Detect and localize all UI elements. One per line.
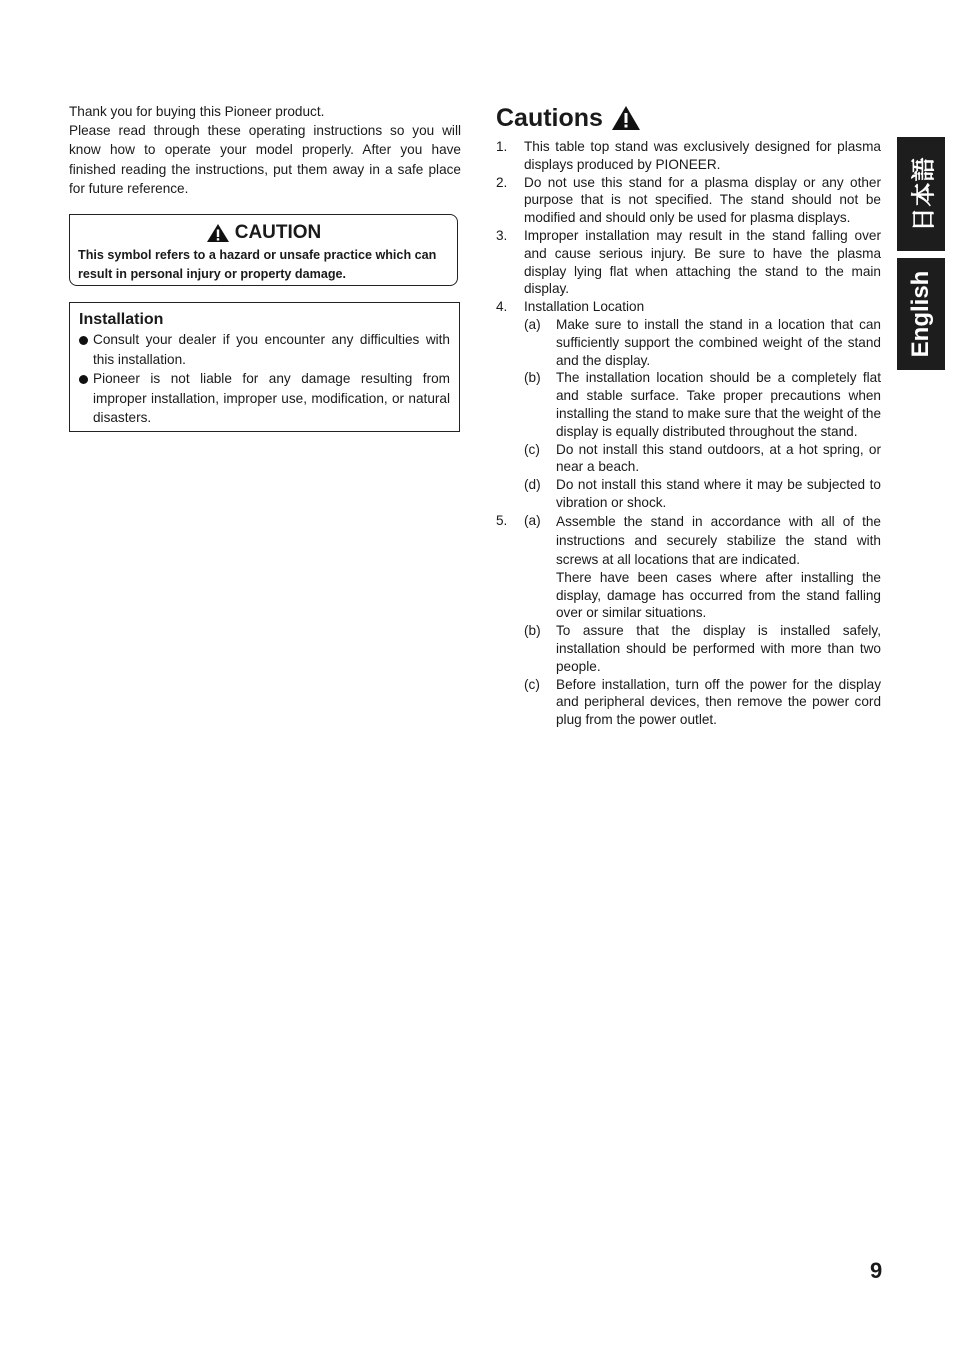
tab-japanese-label: 日本語 [910, 156, 938, 232]
installation-bullet-text: Consult your dealer if you encounter any difficulties with this installation. [93, 332, 450, 367]
list-item [496, 512, 881, 729]
sub-text: To assure that the display is installed safely, installation should be performed with more than two people. [556, 623, 881, 674]
sub-text: Assemble the stand in accordance with all of the instructions and securely stabilize the stand with screws at all locations that are indicated. [556, 513, 881, 567]
page-number: 9 [870, 1258, 883, 1283]
sub-label: (c) [524, 441, 540, 457]
sub-label: (b) [524, 623, 541, 639]
item-number: 2. [496, 174, 508, 190]
sub-label: (a) [524, 316, 541, 332]
bullet-icon [79, 336, 88, 345]
list-item [496, 174, 881, 227]
item-number: 5. [496, 512, 508, 528]
caution-title: CAUTION [234, 222, 322, 243]
sub-item [524, 441, 881, 477]
sub-text: Before installation, turn off the power for the display and peripheral devices, then remove the power cord plug from the power outlet. [556, 676, 881, 728]
sub-label: (c) [524, 676, 540, 692]
sub-item [524, 369, 881, 440]
list-item [496, 138, 881, 174]
item-text: Installation Location [524, 299, 645, 315]
sub-text: Do not install this stand outdoors, at a hot spring, or near a beach. [556, 441, 881, 475]
installation-bullet-text: Pioneer is not liable for any damage resulting from improper installation, improper use, modification, or natural disasters. [93, 371, 450, 425]
caution-description: This symbol refers to a hazard or unsafe practice which can result in personal injury or property damage. [78, 248, 437, 281]
sub-item [524, 512, 881, 622]
installation-list [79, 330, 450, 428]
sub-item [524, 676, 881, 729]
warning-triangle-icon [611, 105, 641, 131]
cautions-title: Cautions [496, 104, 603, 132]
tab-japanese [897, 137, 945, 251]
warning-triangle-icon [206, 223, 230, 243]
item-number: 4. [496, 299, 508, 315]
sub-item [524, 316, 881, 369]
item-text: This table top stand was exclusively designed for plasma displays produced by PIONEER. [524, 139, 881, 172]
item-number: 1. [496, 139, 508, 154]
list-item [79, 369, 450, 428]
sub-extra-text: There have been cases where after installing the display, damage has occurred from the stand falling over or similar situations. [556, 569, 881, 621]
sub-label: (d) [524, 477, 541, 493]
item-text: Improper installation may result in the stand falling over and cause serious injury. Be sure to have the plasma display lying flat when attaching the stand to the main display. [524, 227, 881, 297]
cautions-list [496, 138, 881, 729]
caution-title-row [70, 222, 457, 244]
list-item [496, 227, 881, 298]
item-number: 3. [496, 227, 508, 243]
tab-english [897, 258, 945, 370]
sub-label: (a) [524, 512, 541, 528]
item-text: Do not use this stand for a plasma display or any other purpose that is not specified. The stand should not be modified and should only be used for plasma displays. [524, 174, 881, 226]
intro-line-2: Please read through these operating instructions so you will know how to operate your model properly. After you have finished reading the instructions, put them away in a safe place for future reference. [69, 123, 461, 196]
cautions-heading [496, 102, 641, 134]
sub-item [524, 622, 881, 675]
caution-box [69, 214, 458, 286]
sub-text: Do not install this stand where it may be subjected to vibration or shock. [556, 477, 881, 510]
installation-title: Installation [79, 311, 164, 328]
installation-box [69, 302, 460, 432]
sub-item [524, 476, 881, 512]
list-item [496, 298, 881, 512]
tab-english-label: English [907, 270, 934, 358]
sub-text: Make sure to install the stand in a location that can sufficiently support the combined weight of the stand and the display. [556, 316, 881, 368]
sub-text: The installation location should be a completely flat and stable surface. Take proper precautions when installing the stand to make sure that the weight of the display is equally distributed throughout the stand. [556, 370, 881, 439]
intro-text [69, 102, 461, 198]
bullet-icon [79, 375, 88, 384]
list-item [79, 330, 450, 369]
intro-line-1: Thank you for buying this Pioneer product. [69, 104, 325, 119]
sub-label: (b) [524, 370, 541, 386]
